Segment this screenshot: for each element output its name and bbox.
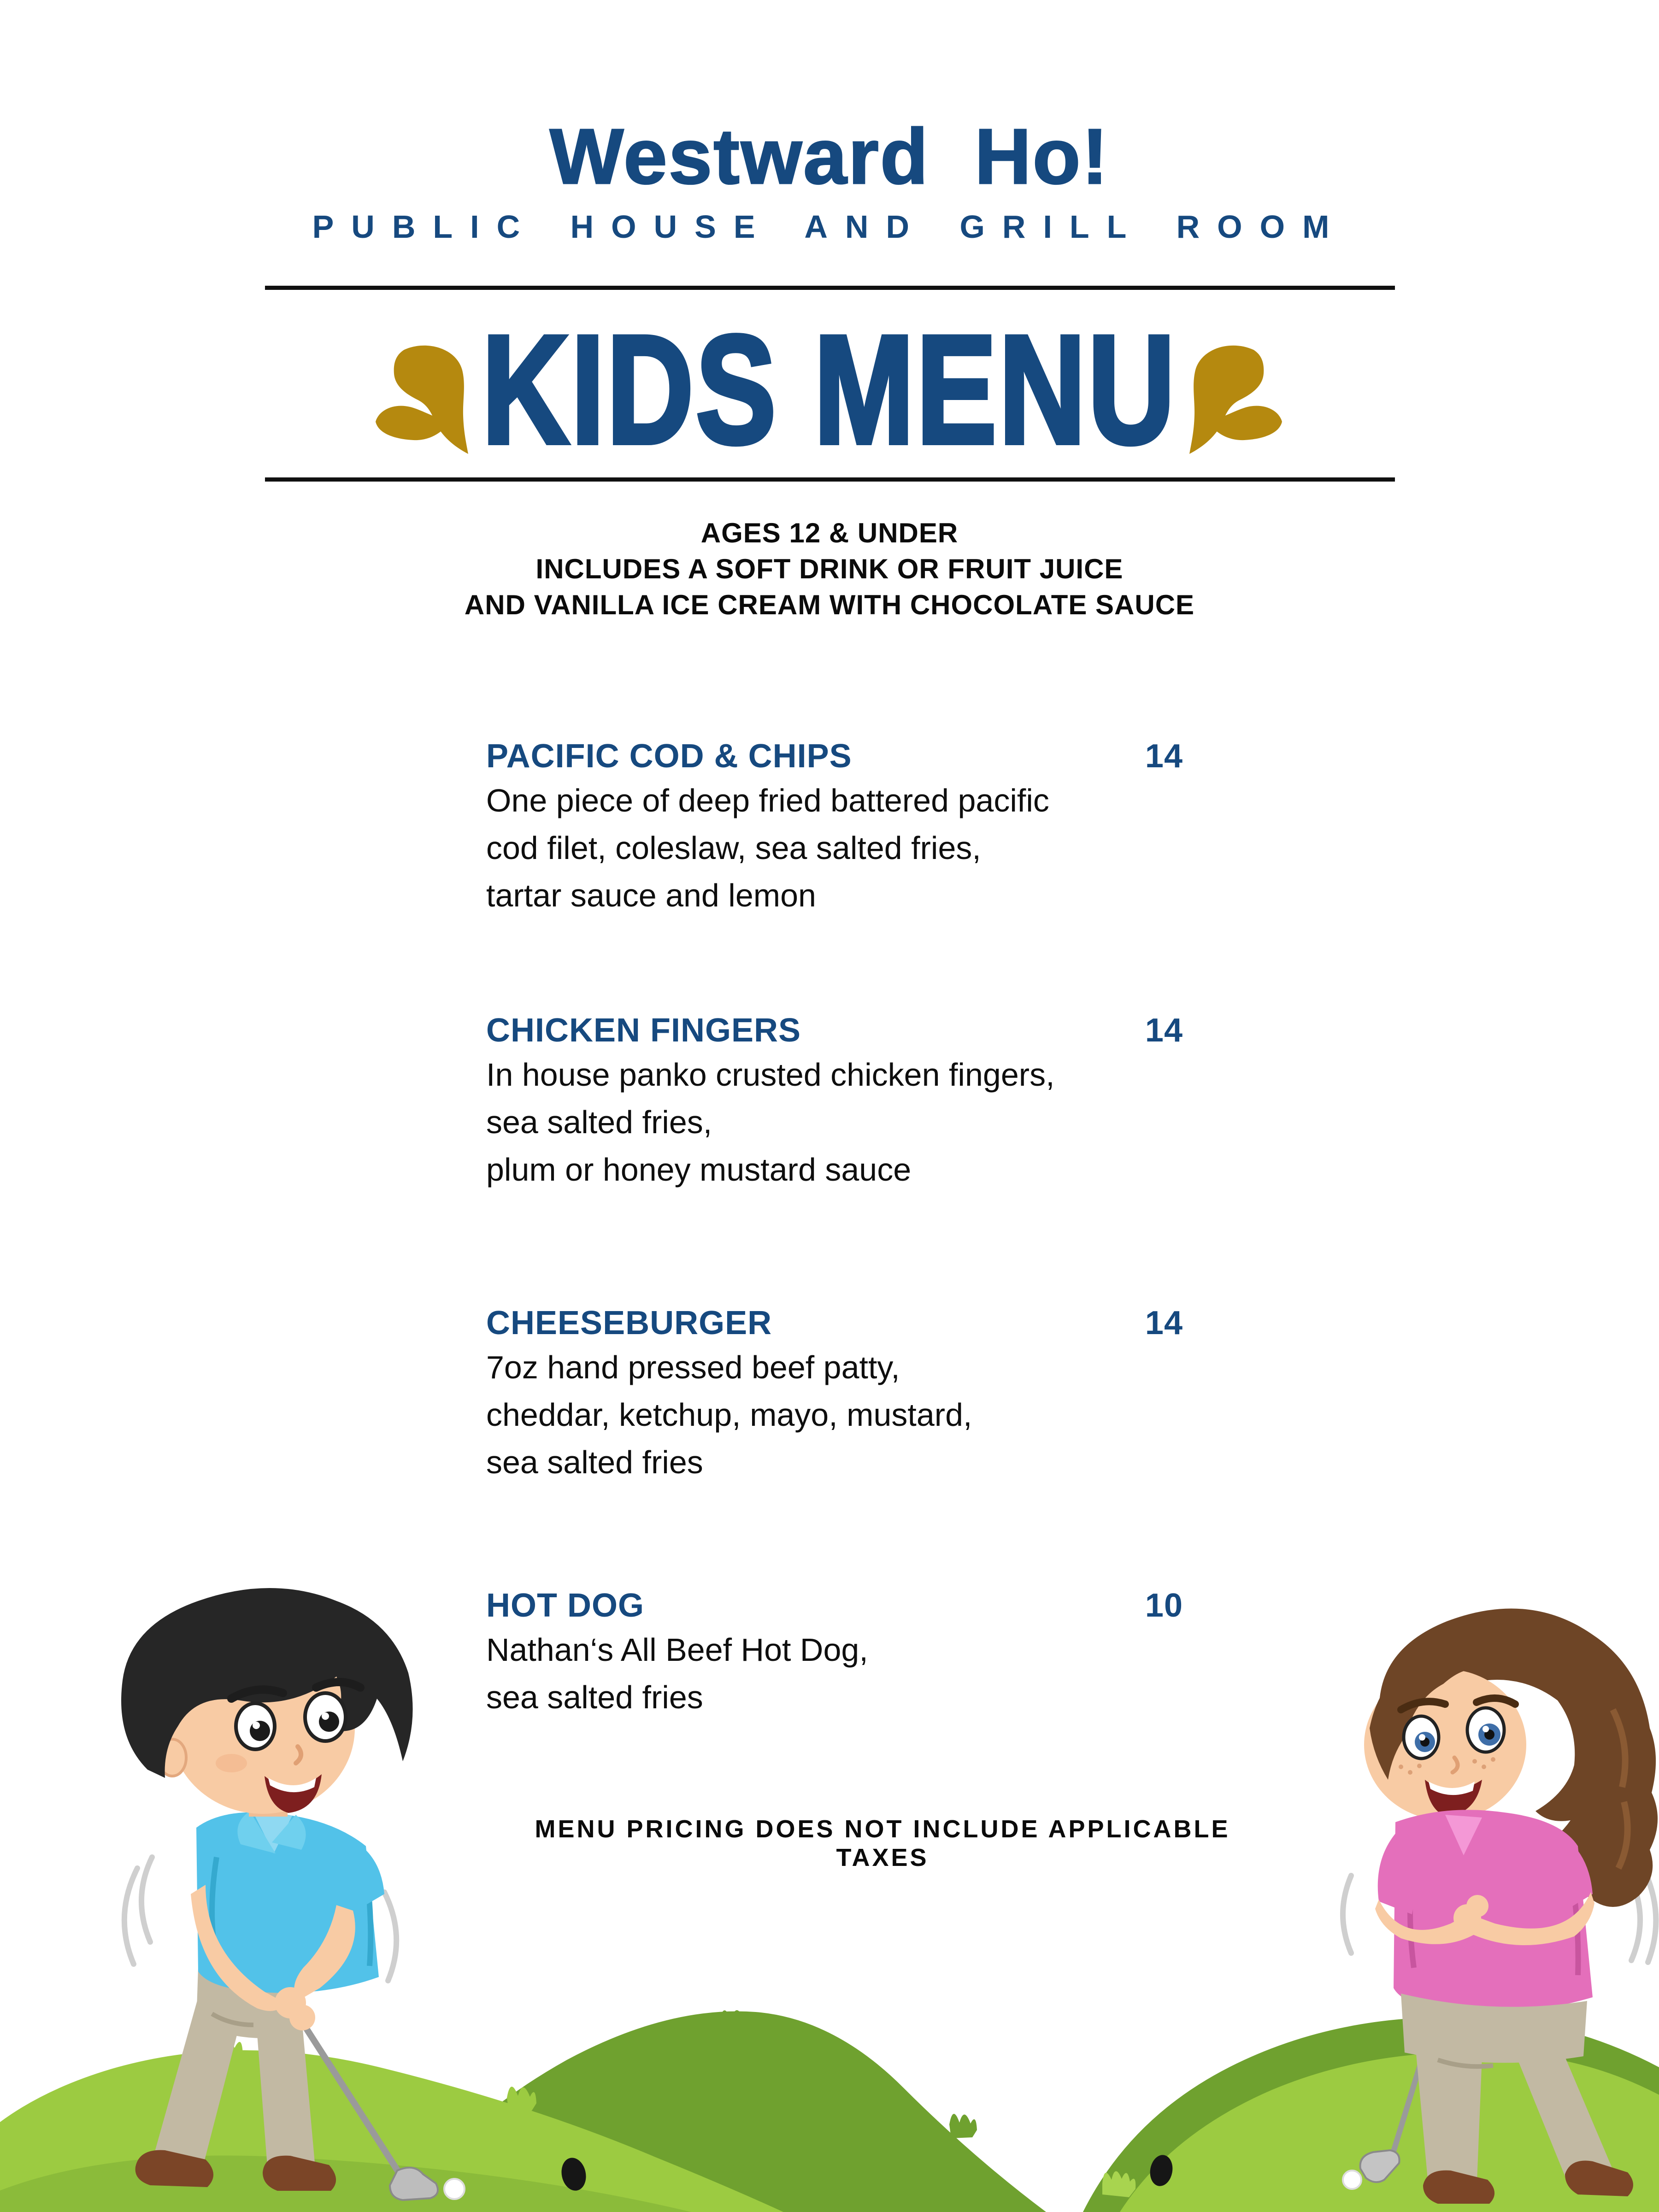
item-description <box>486 777 1183 919</box>
note-includes: INCLUDES A SOFT DRINK OR FRUIT JUICE <box>535 553 1124 584</box>
item-description-line: Nathan‘s All Beef Hot Dog, <box>486 1632 868 1668</box>
item-description-line: sea salted fries <box>486 1444 703 1480</box>
restaurant-title: Westward Ho! <box>549 113 1110 200</box>
tax-disclaimer: MENU PRICING DOES NOT INCLUDE APPLICABLE TAXES <box>535 1815 1230 1871</box>
item-description-line: In house panko crusted chicken fingers, <box>486 1057 1055 1093</box>
divider-bottom <box>265 477 1395 482</box>
menu-item-pacific-cod <box>486 736 1183 919</box>
note-ages: AGES 12 & UNDER <box>700 518 959 548</box>
item-name: HOT DOG <box>486 1587 644 1624</box>
menu-item-chicken-fingers <box>486 1011 1183 1194</box>
item-price: 10 <box>1145 1587 1183 1624</box>
item-description <box>486 1626 1183 1721</box>
item-price: 14 <box>1145 1305 1183 1341</box>
item-head <box>486 1586 1183 1625</box>
item-description <box>486 1051 1183 1194</box>
item-head <box>486 1303 1183 1343</box>
menu-item-cheeseburger <box>486 1303 1183 1486</box>
note-dessert: AND VANILLA ICE CREAM WITH CHOCOLATE SAUCE <box>464 589 1195 620</box>
menu-notes <box>0 515 1659 623</box>
item-description-line: cod filet, coleslaw, sea salted fries, <box>486 830 981 866</box>
item-description-line: cheddar, ketchup, mayo, mustard, <box>486 1397 972 1433</box>
item-name: CHEESEBURGER <box>486 1305 772 1341</box>
item-description-line: sea salted fries, <box>486 1104 712 1140</box>
item-head <box>486 736 1183 776</box>
menu-title: KIDS MENU <box>482 303 1177 476</box>
item-description-line: sea salted fries <box>486 1679 703 1715</box>
item-description-line: One piece of deep fried battered pacific <box>486 782 1049 818</box>
girl-golfer-illustration <box>1336 1599 1659 2212</box>
restaurant-subtitle: PUBLIC HOUSE AND GRILL ROOM <box>312 209 1347 245</box>
item-description <box>486 1344 1183 1486</box>
menu-item-hot-dog <box>486 1586 1183 1721</box>
item-description-line: plum or honey mustard sauce <box>486 1152 912 1188</box>
item-head <box>486 1011 1183 1050</box>
item-name: CHICKEN FINGERS <box>486 1012 801 1049</box>
divider-top <box>265 286 1395 290</box>
item-price: 14 <box>1145 1012 1183 1049</box>
item-description-line: 7oz hand pressed beef patty, <box>486 1349 900 1385</box>
boy-golfer-illustration <box>60 1581 493 2203</box>
item-price: 14 <box>1145 738 1183 775</box>
item-name: PACIFIC COD & CHIPS <box>486 738 852 775</box>
gold-flourish-right-icon <box>1188 343 1287 459</box>
item-description-line: tartar sauce and lemon <box>486 877 816 913</box>
